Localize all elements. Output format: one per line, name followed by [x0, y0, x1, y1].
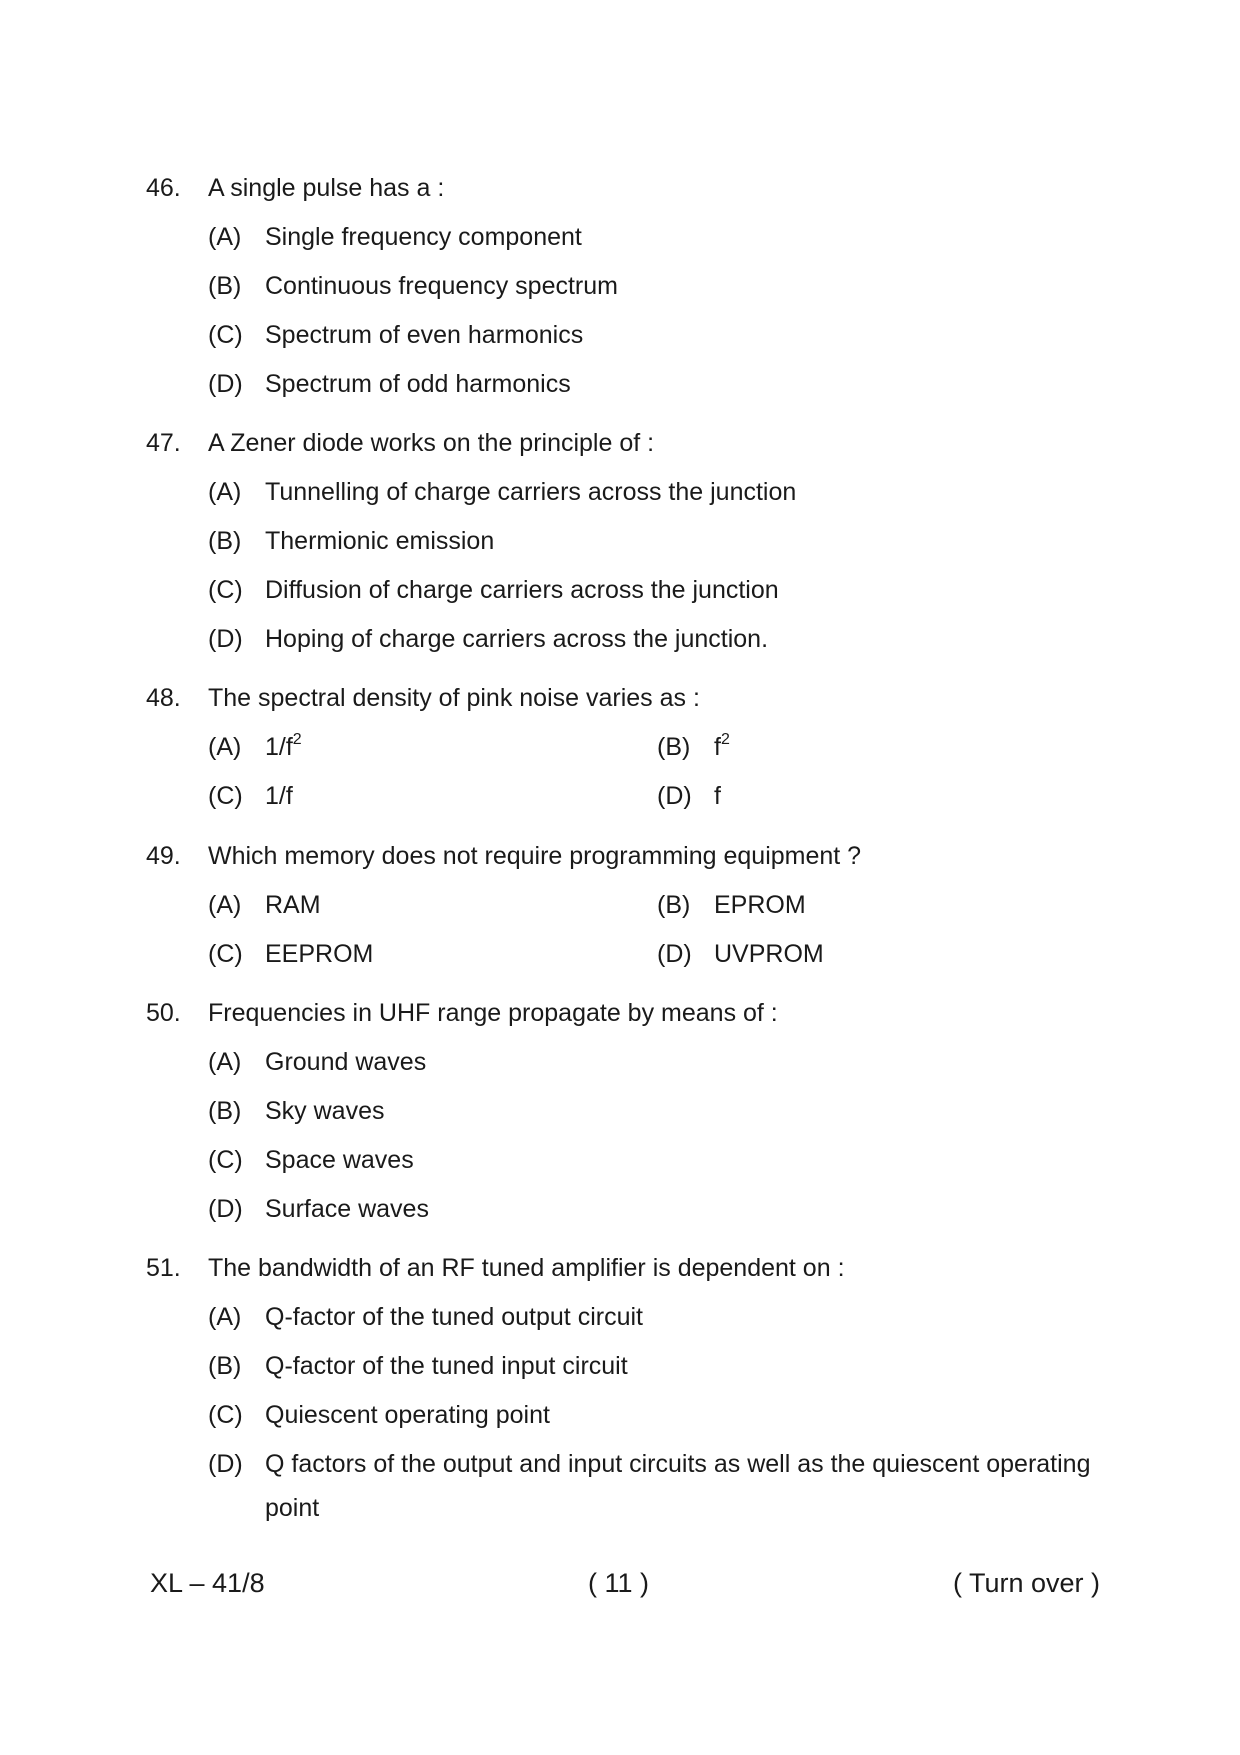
option-text: RAM [265, 891, 321, 919]
option-letter: (C) [208, 782, 243, 810]
option-base: f [714, 733, 721, 761]
option-a [208, 477, 796, 507]
question-51 [146, 1253, 1106, 1549]
option-letter: (C) [208, 321, 243, 349]
option-letter: (A) [208, 891, 242, 919]
options-list [208, 1302, 1106, 1530]
question-50 [146, 998, 1106, 1243]
option-c [208, 320, 583, 350]
option-text: Q factors of the output and input circuits as well as the quiescent operating point [265, 1450, 1091, 1522]
option-letter: (A) [208, 733, 242, 761]
option-text: f [714, 782, 721, 810]
option-letter: (B) [657, 733, 691, 761]
option-a [208, 1047, 426, 1077]
paper-code: XL – 41/8 [150, 1568, 265, 1598]
option-text [265, 732, 657, 762]
option-letter: (D) [208, 1450, 243, 1478]
option-letter: (D) [657, 940, 692, 968]
question-text: The bandwidth of an RF tuned amplifier is dependent on : [208, 1254, 845, 1282]
question-text: The spectral density of pink noise varies as : [208, 684, 700, 712]
option-text: Surface waves [265, 1195, 429, 1223]
option-letter: (C) [208, 1401, 243, 1429]
question-48 [146, 683, 1106, 830]
option-letter: (B) [208, 1097, 242, 1125]
question-number: 50. [146, 999, 181, 1027]
option-letter: (C) [208, 576, 243, 604]
option-letter: (D) [657, 782, 692, 810]
option-b [208, 1096, 384, 1126]
question-number: 48. [146, 684, 181, 712]
question-number: 46. [146, 174, 181, 202]
option-letter: (A) [208, 1048, 242, 1076]
option-c [208, 781, 657, 811]
option-letter: (B) [657, 891, 691, 919]
option-letter: (C) [208, 940, 243, 968]
option-text: Sky waves [265, 1097, 385, 1125]
option-b [657, 732, 1106, 762]
options-list [208, 1047, 1106, 1224]
options-list [208, 222, 1106, 399]
option-text: UVPROM [714, 940, 824, 968]
option-d [657, 939, 1106, 969]
option-letter: (A) [208, 223, 242, 251]
option-c [208, 1400, 550, 1430]
question-text: Which memory does not require programming equipment ? [208, 842, 862, 870]
option-letter: (B) [208, 1352, 242, 1380]
option-a [208, 1302, 643, 1332]
option-a [208, 732, 657, 762]
options-list [208, 477, 1106, 654]
option-text: Continuous frequency spectrum [265, 272, 618, 300]
option-text: Q-factor of the tuned output circuit [265, 1303, 643, 1331]
options-list [208, 732, 1106, 811]
option-text [714, 732, 1106, 762]
option-c [208, 575, 779, 605]
option-base: 1/f [265, 733, 293, 761]
option-text: Spectrum of even harmonics [265, 321, 584, 349]
option-exponent: 2 [720, 730, 730, 748]
option-letter: (C) [208, 1146, 243, 1174]
option-b [208, 1351, 628, 1381]
question-number: 47. [146, 429, 181, 457]
question-text: Frequencies in UHF range propagate by means of : [208, 999, 778, 1027]
option-text: EPROM [714, 891, 806, 919]
option-exponent: 2 [292, 730, 302, 748]
option-text: Diffusion of charge carriers across the junction [265, 576, 779, 604]
question-46 [146, 173, 1106, 418]
option-c [208, 939, 657, 969]
option-a [208, 222, 582, 252]
option-a [208, 890, 657, 920]
option-d [208, 1449, 1106, 1530]
option-letter: (A) [208, 478, 242, 506]
option-letter: (A) [208, 1303, 242, 1331]
option-d [208, 369, 571, 399]
option-text: Tunnelling of charge carriers across the junction [265, 478, 797, 506]
option-text: Space waves [265, 1146, 414, 1174]
option-text: EEPROM [265, 940, 374, 968]
option-letter: (B) [208, 272, 242, 300]
page-footer [150, 1567, 1100, 1599]
option-c [208, 1145, 414, 1175]
page-number: ( 11 ) [588, 1568, 650, 1598]
option-d [208, 1194, 429, 1224]
option-letter: (B) [208, 527, 242, 555]
question-text: A Zener diode works on the principle of : [208, 429, 655, 457]
option-text: Single frequency component [265, 223, 582, 251]
option-text: Q-factor of the tuned input circuit [265, 1352, 628, 1380]
question-number: 51. [146, 1254, 181, 1282]
option-letter: (D) [208, 1195, 243, 1223]
option-text: Thermionic emission [265, 527, 495, 555]
option-letter: (D) [208, 625, 243, 653]
option-text: Quiescent operating point [265, 1401, 550, 1429]
option-d [208, 624, 768, 654]
option-text: Spectrum of odd harmonics [265, 370, 571, 398]
option-b [657, 890, 1106, 920]
question-47 [146, 428, 1106, 673]
question-text: A single pulse has a : [208, 174, 445, 202]
option-b [208, 526, 494, 556]
option-d [657, 781, 1106, 811]
option-text: 1/f [265, 782, 293, 810]
option-b [208, 271, 618, 301]
question-number: 49. [146, 842, 181, 870]
turn-over-note: ( Turn over ) [952, 1568, 1100, 1598]
question-49 [146, 841, 1106, 988]
options-list [208, 890, 1106, 969]
option-text: Ground waves [265, 1048, 427, 1076]
option-text: Hoping of charge carriers across the junction. [265, 625, 769, 653]
option-letter: (D) [208, 370, 243, 398]
